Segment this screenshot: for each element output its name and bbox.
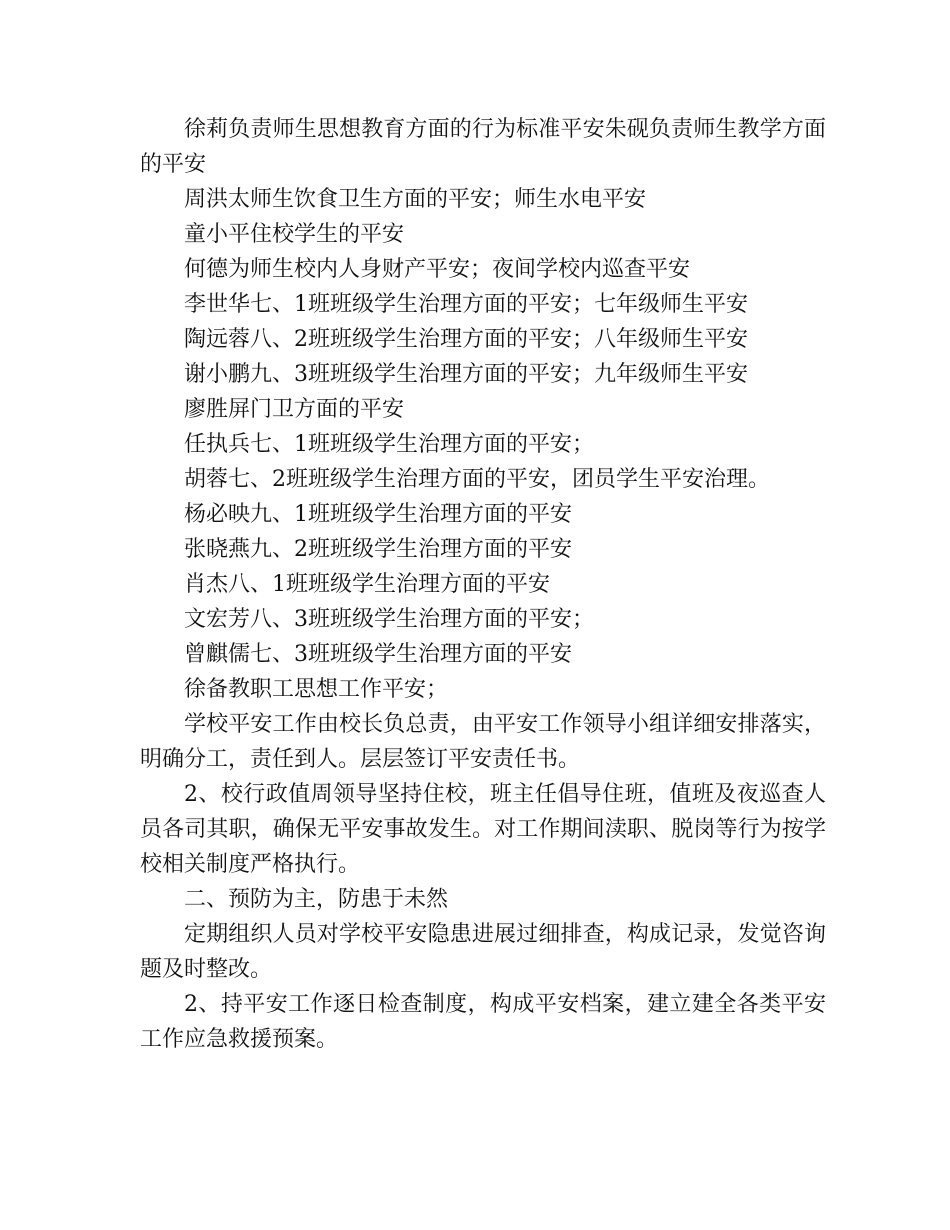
paragraph: 徐备教职工思想工作平安；	[184, 677, 449, 702]
section-heading: 二、预防为主，防患于未然	[184, 887, 449, 912]
paragraph: 何德为师生校内人身财产平安；夜间学校内巡查平安	[184, 257, 691, 282]
paragraph: 胡蓉七、2班班级学生治理方面的平安，团员学生平安治理。	[184, 467, 770, 492]
paragraph: 肖杰八、1班班级学生治理方面的平安	[184, 572, 550, 597]
paragraph: 张晓燕九、2班班级学生治理方面的平安	[184, 537, 572, 562]
paragraph: 学校平安工作由校长负总责，由平安工作领导小组详细安排落实，明确分工，责任到人。层层签订平安责任书。	[140, 712, 826, 772]
paragraph: 周洪太师生饮食卫生方面的平安；师生水电平安	[184, 187, 647, 212]
paragraph: 任执兵七、1班班级学生治理方面的平安；	[184, 432, 594, 457]
paragraph: 陶远蓉八、2班班级学生治理方面的平安；八年级师生平安	[184, 327, 748, 352]
paragraph: 定期组织人员对学校平安隐患进展过细排查，构成记录，发觉咨询题及时整改。	[140, 922, 826, 982]
paragraph: 文宏芳八、3班班级学生治理方面的平安；	[184, 607, 594, 632]
document-body	[140, 112, 826, 1057]
paragraph: 童小平住校学生的平安	[184, 222, 405, 247]
paragraph: 曾麒儒七、3班班级学生治理方面的平安	[184, 642, 572, 667]
paragraph: 李世华七、1班班级学生治理方面的平安；七年级师生平安	[184, 292, 748, 317]
paragraph: 廖胜屏门卫方面的平安	[184, 397, 405, 422]
paragraph: 谢小鹏九、3班班级学生治理方面的平安；九年级师生平安	[184, 362, 748, 387]
paragraph: 2、校行政值周领导坚持住校，班主任倡导住班，值班及夜巡查人员各司其职，确保无平安事故发生。对工作期间渎职、脱岗等行为按学校相关制度严格执行。	[140, 782, 826, 877]
paragraph: 杨必映九、1班班级学生治理方面的平安	[184, 502, 572, 527]
paragraph: 徐莉负责师生思想教育方面的行为标准平安朱砚负责师生教学方面的平安	[140, 117, 826, 177]
paragraph: 2、持平安工作逐日检查制度，构成平安档案，建立建全各类平安工作应急救援预案。	[140, 992, 826, 1052]
